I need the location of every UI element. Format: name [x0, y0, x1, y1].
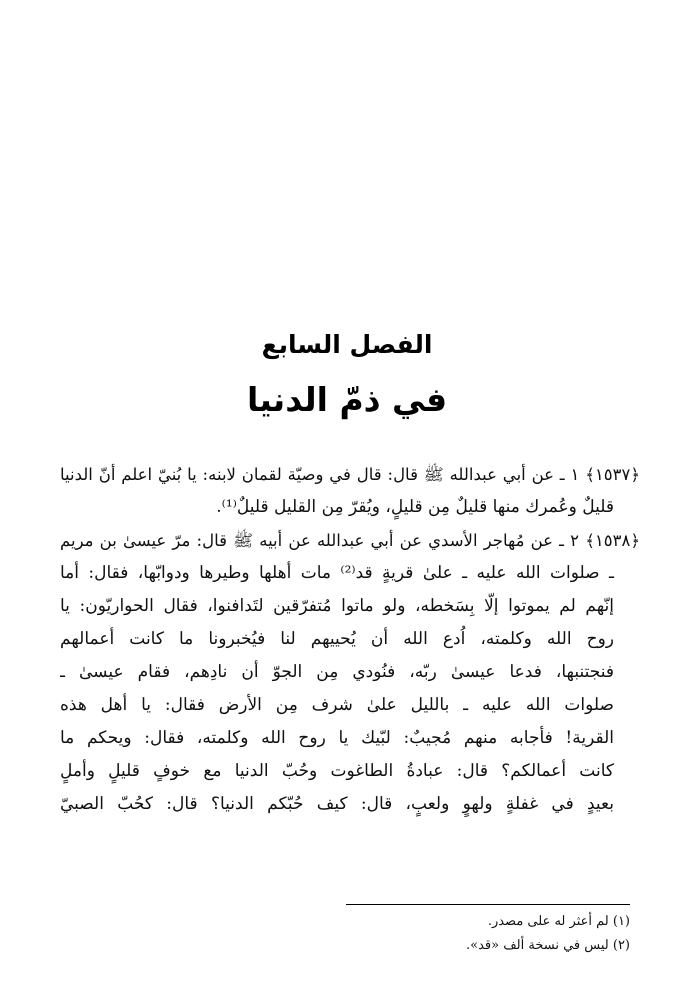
text-line: ﴿١٥٣٨﴾ ٢ ـ عن مُهاجر الأسدي عن أبي عبدالله عن أبيه ﷺ قال: مرّ عيسىٰ بن مريم [60, 531, 640, 550]
chapter-label: الفصل السابع [261, 330, 433, 359]
hadith-text [60, 458, 640, 821]
footnote: (١) لم أعثر له على مصدر. [487, 914, 630, 929]
text-line: روح الله وكلمته، اُدع الله أن يُحييهم لنا فيُخبرونا ما كانت أعمالهم [60, 629, 614, 649]
text-line: بعيدٍ في غفلةٍ ولهوٍ ولعبٍ، قال: كيف حُبّكم الدنيا؟ قال: كحُبّ الصبيّ [60, 794, 614, 814]
text-line: القرية! فأجابه منهم مُجيبٌ: لبّيك يا روح الله وكلمته، فقال: ويحكم ما [60, 728, 614, 748]
footnotes [60, 910, 630, 958]
text-line: فنجتنبها، فدعا عيسىٰ ربّه، فنُودي مِن الجوّ أن نادِهم، فقام عيسىٰ ـ [60, 662, 614, 682]
text-line: كانت أعمالكم؟ قال: عبادةُ الطاغوت وحُبّ الدنيا مع خوفٍ قليلٍ وأملٍ [60, 761, 614, 781]
footnote: (٢) ليس في نسخة ألف «قد». [466, 938, 630, 953]
text-line: إنّهم لم يموتوا إلّا بِسَخطه، ولو ماتوا مُتفرّقين لتَدافنوا، فقال الحواريّون: يا [60, 596, 614, 616]
footnote-divider [346, 904, 630, 905]
text-line: ﴿١٥٣٧﴾ ١ ـ عن أبي عبدالله ﷺ قال: قال في وصيّة لقمان لابنه: يا بُنيّ اعلم أنّ الدنيا [60, 465, 640, 484]
text-line: ـ صلوات الله عليه ـ علىٰ قريةٍ قد⁽²⁾ مات أهلها وطيرها ودوابّها، فقال: أما [60, 563, 614, 583]
text-line: صلوات الله عليه ـ بالليل علىٰ شرف مِن الأرض فقال: يا أهل هذه [60, 695, 614, 715]
chapter-title: في ذمّ الدنيا [246, 380, 448, 419]
text-line: قليلٌ وعُمرك منها قليلٌ مِن قليلٍ، ويُقرّ مِن القليل قليلٌ⁽¹⁾. [216, 497, 614, 517]
